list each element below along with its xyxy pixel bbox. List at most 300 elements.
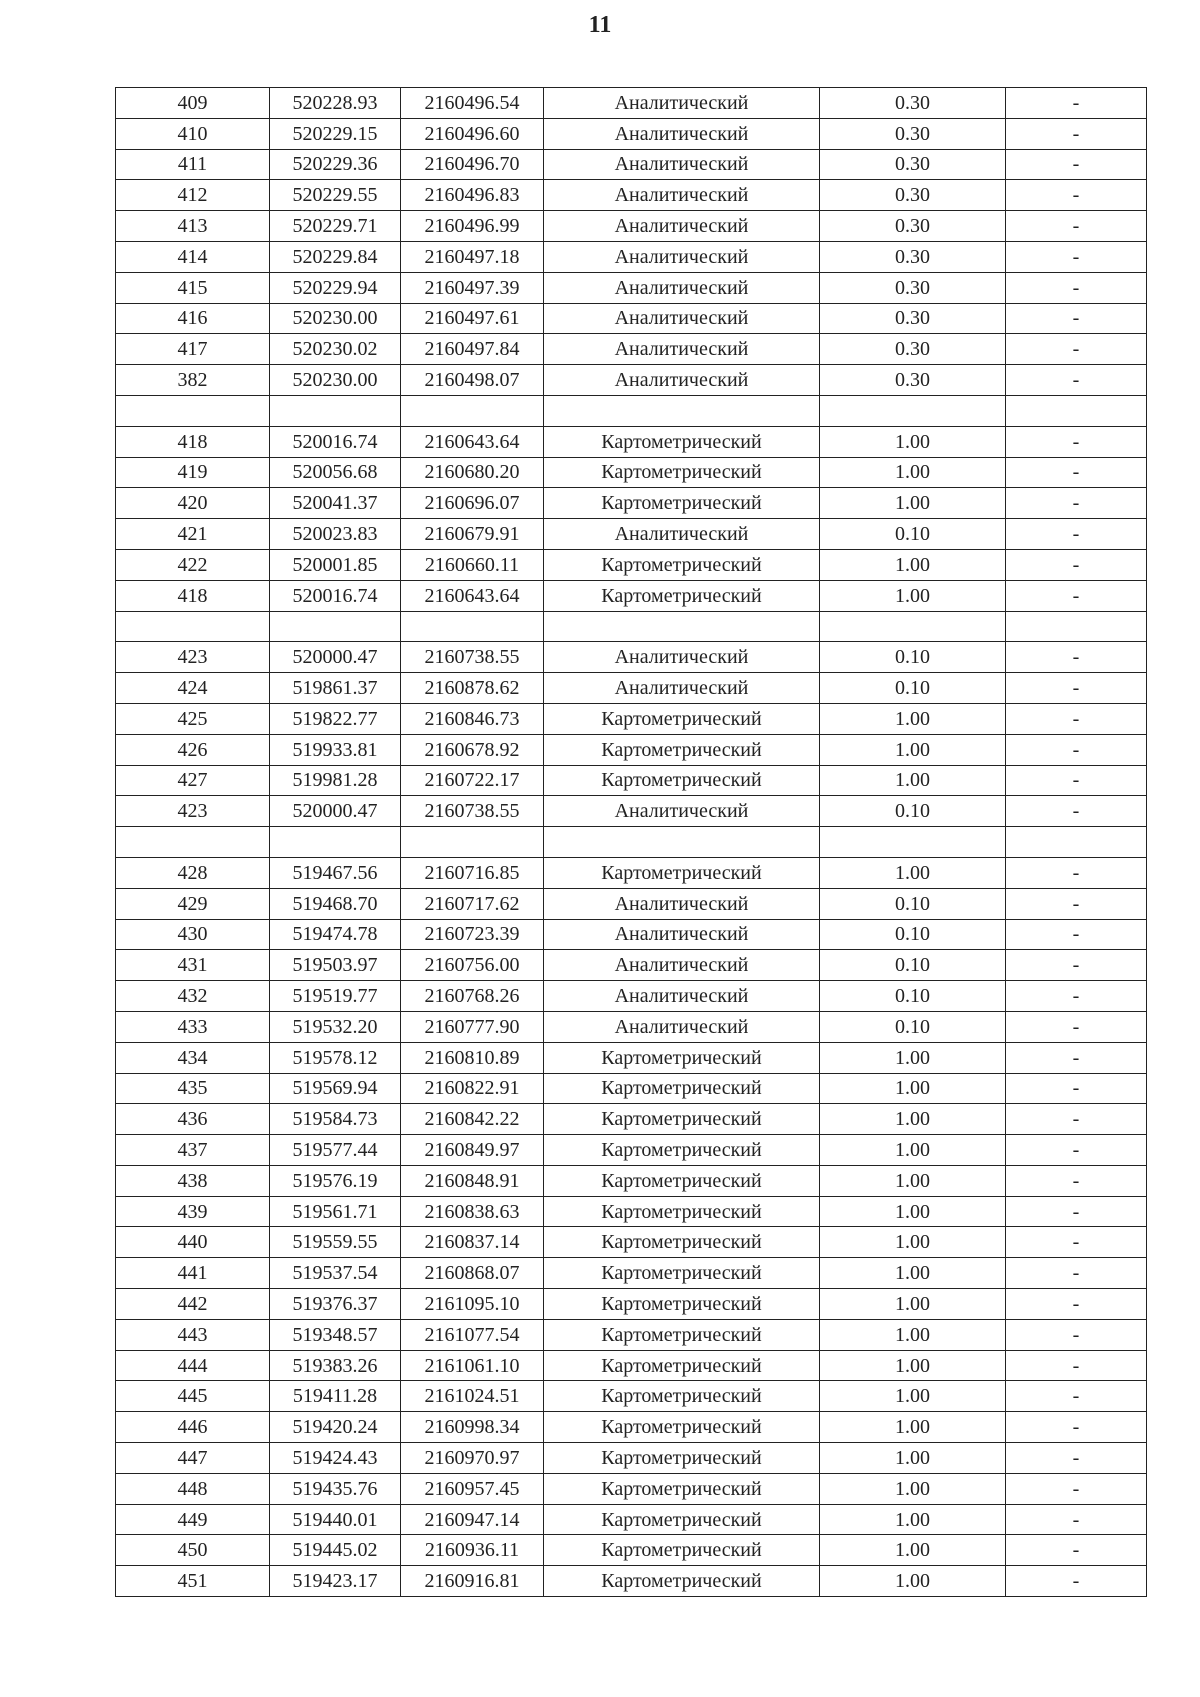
x-coordinate-cell: 519577.44: [270, 1135, 401, 1166]
method-cell: Картометрический: [544, 1381, 820, 1412]
method-cell: Аналитический: [544, 796, 820, 827]
x-coordinate-cell: 520016.74: [270, 580, 401, 611]
table-row: [116, 1289, 1147, 1320]
point-number-cell: 415: [116, 272, 270, 303]
description-cell: -: [1006, 1227, 1147, 1258]
description-cell: -: [1006, 1443, 1147, 1474]
x-coordinate-cell: 520229.36: [270, 149, 401, 180]
point-number-cell: 419: [116, 457, 270, 488]
description-cell: -: [1006, 673, 1147, 704]
description-cell: -: [1006, 149, 1147, 180]
point-number-cell: 446: [116, 1412, 270, 1443]
description-cell: -: [1006, 88, 1147, 119]
x-coordinate-cell: 519532.20: [270, 1011, 401, 1042]
y-coordinate-cell: 2160970.97: [401, 1443, 544, 1474]
y-coordinate-cell: 2160498.07: [401, 365, 544, 396]
x-coordinate-cell: 519468.70: [270, 888, 401, 919]
x-coordinate-cell: 519376.37: [270, 1289, 401, 1320]
table-row: [116, 1104, 1147, 1135]
table-row: [116, 1196, 1147, 1227]
method-cell: Картометрический: [544, 1258, 820, 1289]
accuracy-cell: 1.00: [820, 488, 1006, 519]
method-cell: Картометрический: [544, 1350, 820, 1381]
accuracy-cell: 1.00: [820, 1412, 1006, 1443]
table-row: [116, 118, 1147, 149]
point-number-cell: 412: [116, 180, 270, 211]
x-coordinate-cell: 519576.19: [270, 1165, 401, 1196]
accuracy-cell: 1.00: [820, 1042, 1006, 1073]
accuracy-cell: 1.00: [820, 1443, 1006, 1474]
table-row: [116, 1412, 1147, 1443]
table-row: [116, 303, 1147, 334]
method-cell: Картометрический: [544, 1535, 820, 1566]
y-coordinate-cell: 2161077.54: [401, 1319, 544, 1350]
accuracy-cell: 0.10: [820, 888, 1006, 919]
table-row: [116, 488, 1147, 519]
method-cell: Аналитический: [544, 950, 820, 981]
accuracy-cell: 1.00: [820, 1165, 1006, 1196]
point-number-cell: 428: [116, 857, 270, 888]
y-coordinate-cell: 2160496.70: [401, 149, 544, 180]
method-cell: Аналитический: [544, 272, 820, 303]
y-coordinate-cell: 2160696.07: [401, 488, 544, 519]
table-row: [116, 673, 1147, 704]
table-row: [116, 241, 1147, 272]
accuracy-cell: 0.10: [820, 796, 1006, 827]
description-cell: -: [1006, 241, 1147, 272]
accuracy-cell: 1.00: [820, 1135, 1006, 1166]
y-coordinate-cell: 2160738.55: [401, 642, 544, 673]
x-coordinate-cell: 519445.02: [270, 1535, 401, 1566]
table-row: [116, 1473, 1147, 1504]
accuracy-cell: 0.10: [820, 673, 1006, 704]
point-number-cell: 439: [116, 1196, 270, 1227]
description-cell: -: [1006, 1381, 1147, 1412]
point-number-cell: 423: [116, 796, 270, 827]
accuracy-cell: 0.10: [820, 981, 1006, 1012]
description-cell: -: [1006, 919, 1147, 950]
table-row: [116, 857, 1147, 888]
point-number-cell: 451: [116, 1566, 270, 1597]
description-cell: -: [1006, 888, 1147, 919]
point-number-cell: [116, 611, 270, 642]
description-cell: -: [1006, 950, 1147, 981]
description-cell: [1006, 827, 1147, 858]
x-coordinate-cell: 520230.02: [270, 334, 401, 365]
table-row: [116, 1165, 1147, 1196]
method-cell: Картометрический: [544, 1196, 820, 1227]
description-cell: -: [1006, 1104, 1147, 1135]
x-coordinate-cell: 519578.12: [270, 1042, 401, 1073]
table-row: [116, 1443, 1147, 1474]
y-coordinate-cell: [401, 611, 544, 642]
description-cell: -: [1006, 1535, 1147, 1566]
table-row: [116, 1042, 1147, 1073]
accuracy-cell: 0.30: [820, 272, 1006, 303]
accuracy-cell: 1.00: [820, 703, 1006, 734]
description-cell: -: [1006, 519, 1147, 550]
description-cell: -: [1006, 272, 1147, 303]
accuracy-cell: 1.00: [820, 1504, 1006, 1535]
x-coordinate-cell: 519467.56: [270, 857, 401, 888]
x-coordinate-cell: 520001.85: [270, 549, 401, 580]
point-number-cell: [116, 395, 270, 426]
description-cell: -: [1006, 426, 1147, 457]
point-number-cell: [116, 827, 270, 858]
y-coordinate-cell: [401, 827, 544, 858]
point-number-cell: 448: [116, 1473, 270, 1504]
method-cell: Картометрический: [544, 1319, 820, 1350]
y-coordinate-cell: 2160838.63: [401, 1196, 544, 1227]
method-cell: Картометрический: [544, 1165, 820, 1196]
x-coordinate-cell: 520041.37: [270, 488, 401, 519]
accuracy-cell: 1.00: [820, 1350, 1006, 1381]
accuracy-cell: 1.00: [820, 549, 1006, 580]
method-cell: [544, 827, 820, 858]
y-coordinate-cell: 2160868.07: [401, 1258, 544, 1289]
point-number-cell: 425: [116, 703, 270, 734]
method-cell: Аналитический: [544, 88, 820, 119]
point-number-cell: 418: [116, 426, 270, 457]
y-coordinate-cell: 2160497.39: [401, 272, 544, 303]
table-row: [116, 919, 1147, 950]
point-number-cell: 437: [116, 1135, 270, 1166]
description-cell: -: [1006, 981, 1147, 1012]
description-cell: -: [1006, 211, 1147, 242]
y-coordinate-cell: 2160497.61: [401, 303, 544, 334]
x-coordinate-cell: 519519.77: [270, 981, 401, 1012]
accuracy-cell: 1.00: [820, 426, 1006, 457]
point-number-cell: 434: [116, 1042, 270, 1073]
method-cell: Картометрический: [544, 857, 820, 888]
point-number-cell: 440: [116, 1227, 270, 1258]
accuracy-cell: 0.30: [820, 303, 1006, 334]
y-coordinate-cell: 2160716.85: [401, 857, 544, 888]
method-cell: Аналитический: [544, 642, 820, 673]
y-coordinate-cell: [401, 395, 544, 426]
point-number-cell: 423: [116, 642, 270, 673]
description-cell: -: [1006, 303, 1147, 334]
x-coordinate-cell: 519420.24: [270, 1412, 401, 1443]
description-cell: -: [1006, 1504, 1147, 1535]
table-row: [116, 334, 1147, 365]
y-coordinate-cell: 2160497.84: [401, 334, 544, 365]
x-coordinate-cell: 519584.73: [270, 1104, 401, 1135]
table-row: [116, 703, 1147, 734]
description-cell: -: [1006, 734, 1147, 765]
description-cell: -: [1006, 1011, 1147, 1042]
method-cell: Аналитический: [544, 919, 820, 950]
y-coordinate-cell: 2160660.11: [401, 549, 544, 580]
table-row: [116, 426, 1147, 457]
point-number-cell: 438: [116, 1165, 270, 1196]
accuracy-cell: 0.10: [820, 919, 1006, 950]
method-cell: Аналитический: [544, 888, 820, 919]
x-coordinate-cell: 519822.77: [270, 703, 401, 734]
accuracy-cell: 0.30: [820, 88, 1006, 119]
point-number-cell: 435: [116, 1073, 270, 1104]
table-row: [116, 1073, 1147, 1104]
accuracy-cell: 1.00: [820, 765, 1006, 796]
method-cell: Картометрический: [544, 734, 820, 765]
x-coordinate-cell: 520229.55: [270, 180, 401, 211]
y-coordinate-cell: 2160936.11: [401, 1535, 544, 1566]
method-cell: Картометрический: [544, 580, 820, 611]
x-coordinate-cell: 519411.28: [270, 1381, 401, 1412]
table-row: [116, 827, 1147, 858]
method-cell: Аналитический: [544, 118, 820, 149]
table-row: [116, 981, 1147, 1012]
x-coordinate-cell: 519348.57: [270, 1319, 401, 1350]
point-number-cell: 382: [116, 365, 270, 396]
x-coordinate-cell: 519933.81: [270, 734, 401, 765]
x-coordinate-cell: 519537.54: [270, 1258, 401, 1289]
y-coordinate-cell: 2160643.64: [401, 580, 544, 611]
accuracy-cell: 0.30: [820, 241, 1006, 272]
method-cell: Аналитический: [544, 241, 820, 272]
method-cell: Картометрический: [544, 426, 820, 457]
method-cell: Картометрический: [544, 1042, 820, 1073]
description-cell: -: [1006, 642, 1147, 673]
accuracy-cell: 0.30: [820, 149, 1006, 180]
method-cell: Картометрический: [544, 1104, 820, 1135]
method-cell: Картометрический: [544, 1227, 820, 1258]
accuracy-cell: 0.30: [820, 211, 1006, 242]
x-coordinate-cell: 519861.37: [270, 673, 401, 704]
point-number-cell: 450: [116, 1535, 270, 1566]
table-row: [116, 365, 1147, 396]
description-cell: -: [1006, 1258, 1147, 1289]
y-coordinate-cell: 2160846.73: [401, 703, 544, 734]
method-cell: [544, 611, 820, 642]
point-number-cell: 436: [116, 1104, 270, 1135]
x-coordinate-cell: 520229.15: [270, 118, 401, 149]
y-coordinate-cell: 2160957.45: [401, 1473, 544, 1504]
method-cell: Картометрический: [544, 765, 820, 796]
description-cell: -: [1006, 1319, 1147, 1350]
x-coordinate-cell: 520230.00: [270, 303, 401, 334]
method-cell: Картометрический: [544, 1504, 820, 1535]
description-cell: -: [1006, 1165, 1147, 1196]
y-coordinate-cell: 2160679.91: [401, 519, 544, 550]
point-number-cell: 410: [116, 118, 270, 149]
description-cell: [1006, 395, 1147, 426]
y-coordinate-cell: 2161061.10: [401, 1350, 544, 1381]
accuracy-cell: 0.30: [820, 334, 1006, 365]
table-row: [116, 888, 1147, 919]
point-number-cell: 424: [116, 673, 270, 704]
description-cell: -: [1006, 334, 1147, 365]
point-number-cell: 413: [116, 211, 270, 242]
accuracy-cell: 1.00: [820, 734, 1006, 765]
description-cell: -: [1006, 1350, 1147, 1381]
y-coordinate-cell: 2160837.14: [401, 1227, 544, 1258]
point-number-cell: 443: [116, 1319, 270, 1350]
description-cell: -: [1006, 796, 1147, 827]
description-cell: -: [1006, 1073, 1147, 1104]
accuracy-cell: [820, 395, 1006, 426]
table-row: [116, 1535, 1147, 1566]
x-coordinate-cell: 520056.68: [270, 457, 401, 488]
y-coordinate-cell: 2160777.90: [401, 1011, 544, 1042]
table-row: [116, 1504, 1147, 1535]
description-cell: -: [1006, 488, 1147, 519]
table-row: [116, 149, 1147, 180]
accuracy-cell: [820, 827, 1006, 858]
method-cell: Аналитический: [544, 1011, 820, 1042]
y-coordinate-cell: 2160722.17: [401, 765, 544, 796]
y-coordinate-cell: 2160878.62: [401, 673, 544, 704]
y-coordinate-cell: 2160822.91: [401, 1073, 544, 1104]
table-row: [116, 457, 1147, 488]
accuracy-cell: 0.30: [820, 118, 1006, 149]
table-row: [116, 1135, 1147, 1166]
point-number-cell: 442: [116, 1289, 270, 1320]
table-row: [116, 765, 1147, 796]
accuracy-cell: 1.00: [820, 1196, 1006, 1227]
table-row: [116, 1566, 1147, 1597]
accuracy-cell: 1.00: [820, 457, 1006, 488]
description-cell: -: [1006, 1042, 1147, 1073]
y-coordinate-cell: 2160998.34: [401, 1412, 544, 1443]
y-coordinate-cell: 2160496.99: [401, 211, 544, 242]
method-cell: Аналитический: [544, 519, 820, 550]
y-coordinate-cell: 2160496.54: [401, 88, 544, 119]
y-coordinate-cell: 2160947.14: [401, 1504, 544, 1535]
y-coordinate-cell: 2160849.97: [401, 1135, 544, 1166]
description-cell: -: [1006, 180, 1147, 211]
description-cell: -: [1006, 1566, 1147, 1597]
point-number-cell: 432: [116, 981, 270, 1012]
x-coordinate-cell: 519981.28: [270, 765, 401, 796]
y-coordinate-cell: 2161095.10: [401, 1289, 544, 1320]
description-cell: -: [1006, 1196, 1147, 1227]
accuracy-cell: 1.00: [820, 1381, 1006, 1412]
table-row: [116, 1227, 1147, 1258]
point-number-cell: 411: [116, 149, 270, 180]
table-row: [116, 180, 1147, 211]
table-row: [116, 642, 1147, 673]
y-coordinate-cell: 2160848.91: [401, 1165, 544, 1196]
point-number-cell: 431: [116, 950, 270, 981]
method-cell: Картометрический: [544, 1473, 820, 1504]
x-coordinate-cell: 520229.71: [270, 211, 401, 242]
description-cell: -: [1006, 118, 1147, 149]
table-row: [116, 796, 1147, 827]
x-coordinate-cell: 519440.01: [270, 1504, 401, 1535]
accuracy-cell: 1.00: [820, 1073, 1006, 1104]
point-number-cell: 414: [116, 241, 270, 272]
x-coordinate-cell: 519569.94: [270, 1073, 401, 1104]
accuracy-cell: 0.10: [820, 950, 1006, 981]
accuracy-cell: 0.30: [820, 365, 1006, 396]
point-number-cell: 444: [116, 1350, 270, 1381]
x-coordinate-cell: 520000.47: [270, 642, 401, 673]
description-cell: -: [1006, 1135, 1147, 1166]
accuracy-cell: 0.10: [820, 1011, 1006, 1042]
point-number-cell: 445: [116, 1381, 270, 1412]
point-number-cell: 427: [116, 765, 270, 796]
description-cell: -: [1006, 1412, 1147, 1443]
table-row: [116, 611, 1147, 642]
accuracy-cell: 1.00: [820, 1227, 1006, 1258]
table-row: [116, 549, 1147, 580]
y-coordinate-cell: 2160717.62: [401, 888, 544, 919]
accuracy-cell: 1.00: [820, 1319, 1006, 1350]
table-row: [116, 950, 1147, 981]
description-cell: -: [1006, 703, 1147, 734]
method-cell: Картометрический: [544, 1289, 820, 1320]
coordinates-table: [115, 87, 1147, 1597]
accuracy-cell: 0.10: [820, 519, 1006, 550]
x-coordinate-cell: [270, 395, 401, 426]
x-coordinate-cell: 519474.78: [270, 919, 401, 950]
point-number-cell: 447: [116, 1443, 270, 1474]
y-coordinate-cell: 2160916.81: [401, 1566, 544, 1597]
x-coordinate-cell: 519423.17: [270, 1566, 401, 1597]
y-coordinate-cell: 2160497.18: [401, 241, 544, 272]
description-cell: -: [1006, 857, 1147, 888]
y-coordinate-cell: 2161024.51: [401, 1381, 544, 1412]
description-cell: -: [1006, 1289, 1147, 1320]
method-cell: Картометрический: [544, 1412, 820, 1443]
x-coordinate-cell: 519424.43: [270, 1443, 401, 1474]
point-number-cell: 417: [116, 334, 270, 365]
accuracy-cell: 0.10: [820, 642, 1006, 673]
accuracy-cell: [820, 611, 1006, 642]
table-row: [116, 1350, 1147, 1381]
method-cell: Картометрический: [544, 1443, 820, 1474]
y-coordinate-cell: 2160768.26: [401, 981, 544, 1012]
point-number-cell: 449: [116, 1504, 270, 1535]
y-coordinate-cell: 2160678.92: [401, 734, 544, 765]
table-row: [116, 1381, 1147, 1412]
accuracy-cell: 1.00: [820, 1473, 1006, 1504]
table-row: [116, 580, 1147, 611]
accuracy-cell: 1.00: [820, 1104, 1006, 1135]
method-cell: Картометрический: [544, 1135, 820, 1166]
method-cell: Аналитический: [544, 303, 820, 334]
y-coordinate-cell: 2160756.00: [401, 950, 544, 981]
description-cell: -: [1006, 549, 1147, 580]
coordinates-table-body: [116, 88, 1147, 1597]
method-cell: Картометрический: [544, 488, 820, 519]
method-cell: Аналитический: [544, 981, 820, 1012]
accuracy-cell: 1.00: [820, 857, 1006, 888]
accuracy-cell: 1.00: [820, 1258, 1006, 1289]
accuracy-cell: 0.30: [820, 180, 1006, 211]
description-cell: [1006, 611, 1147, 642]
table-row: [116, 1319, 1147, 1350]
x-coordinate-cell: 520023.83: [270, 519, 401, 550]
x-coordinate-cell: 520228.93: [270, 88, 401, 119]
method-cell: Картометрический: [544, 457, 820, 488]
accuracy-cell: 1.00: [820, 1566, 1006, 1597]
x-coordinate-cell: 519435.76: [270, 1473, 401, 1504]
point-number-cell: 426: [116, 734, 270, 765]
method-cell: Аналитический: [544, 334, 820, 365]
point-number-cell: 421: [116, 519, 270, 550]
y-coordinate-cell: 2160842.22: [401, 1104, 544, 1135]
x-coordinate-cell: 519561.71: [270, 1196, 401, 1227]
point-number-cell: 420: [116, 488, 270, 519]
table-row: [116, 211, 1147, 242]
method-cell: Картометрический: [544, 1566, 820, 1597]
y-coordinate-cell: 2160496.60: [401, 118, 544, 149]
method-cell: Аналитический: [544, 211, 820, 242]
x-coordinate-cell: 519503.97: [270, 950, 401, 981]
y-coordinate-cell: 2160723.39: [401, 919, 544, 950]
